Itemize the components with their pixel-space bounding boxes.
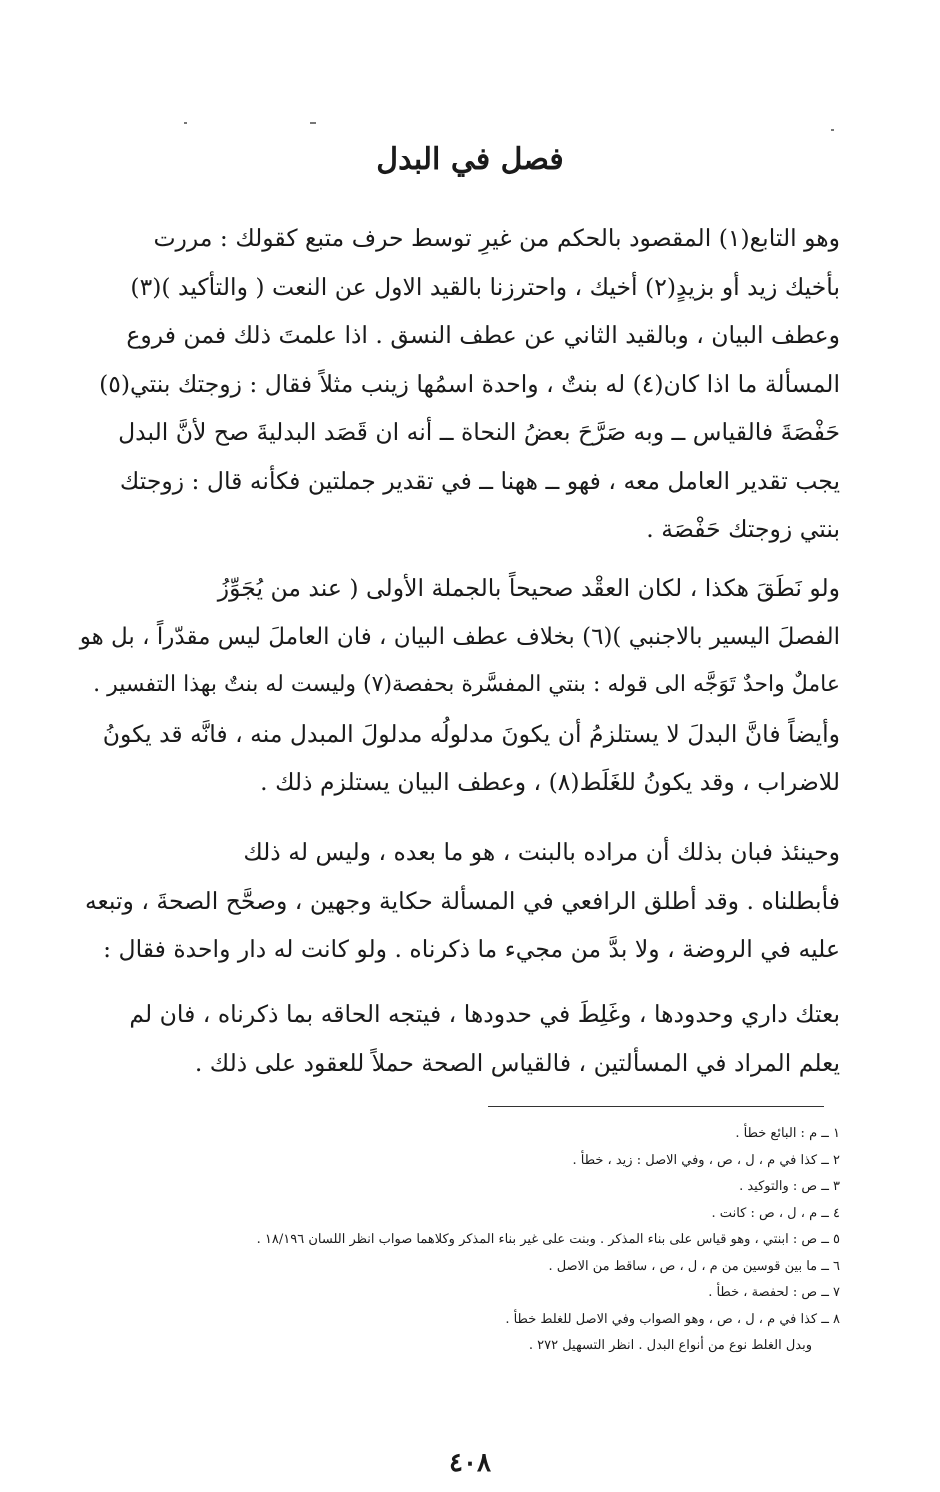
footnote-divider	[488, 1106, 824, 1107]
footnote: ٤ ــ م ، ل ، ص : كانت .	[711, 1205, 840, 1221]
footnote-continuation: وبدل الغلط نوع من أنواع البدل . انظر التسهيل ٢٧٢ .	[528, 1338, 812, 1353]
text-line: عاملٌ واحدٌ تَوَجَّه الى قوله : بنتي المفسَّرة بحفصة(٧) وليست له بنتٌ بهذا التفسير .	[93, 672, 840, 697]
text-line: وعطف البيان ، وبالقيد الثاني عن عطف النسق . اذا علمتَ ذلك فمن فروع	[126, 321, 840, 349]
footnote: ٦ ــ ما بين قوسين من م ، ل ، ص ، ساقط من الاصل .	[548, 1258, 840, 1274]
text-line: فأبطلناه . وقد أطلق الرافعي في المسألة حكاية وجهين ، وصحَّح الصحةَ ، وتبعه	[84, 886, 840, 915]
text-line: حَفْصَةَ فالقياس ــ وبه صَرَّحَ بعضُ النحاة ــ أنه ان قَصَد البدليةَ صح لأنَّ البدل	[118, 418, 840, 446]
text-line: عليه في الروضة ، ولا بدَّ من مجيء ما ذكرناه . ولو كانت له دار واحدة فقال :	[103, 935, 840, 963]
footnote: ٢ ــ كذا في م ، ل ، ص ، وفي الاصل : زيد ، خطأ .	[572, 1152, 840, 1168]
footnote: ٨ ــ كذا في م ، ل ، ص ، وهو الصواب وفي الاصل للغلط خطأ .	[505, 1311, 840, 1327]
chapter-title: فصل في البدل	[376, 142, 564, 177]
text-line: وهو التابع(١) المقصود بالحكم من غيرِ توسط حرف متبع كقولك : مررت	[153, 224, 840, 252]
text-line: ولو نَطَقَ هكذا ، لكان العقْد صحيحاً بالجملة الأولى ( عند من يُجَوِّزُ	[217, 574, 840, 602]
footnote: ١ ــ م : البائع خطأ .	[735, 1126, 840, 1141]
paragraph-4	[78, 990, 840, 1087]
text-line: وأيضاً فانَّ البدلَ لا يستلزمُ أن يكونَ مدلولُه مدلولَ المبدل منه ، فانَّه قد يكونُ	[102, 719, 840, 748]
footnote: ٥ ــ ص : ابنتي ، وهو قياس على بناء المذكر . وبنت على غير بناء المذكر وكلاهما صواب انظر اللسان ١٨/١٩٦ .	[256, 1232, 840, 1247]
text-line: المسألة ما اذا كان(٤) له بنتٌ ، واحدة اسمُها زينب مثلاً فقال : زوجتك بنتي(٥)	[99, 369, 840, 398]
text-line: وحينئذ فبان بذلك أن مراده بالبنت ، هو ما بعده ، وليس له ذلك	[243, 838, 840, 866]
paragraph-3	[78, 828, 840, 974]
scan-speck	[184, 122, 187, 124]
footnotes	[120, 1121, 840, 1360]
text-line: بأخيك زيد أو بزيدٍ(٢) أخيك ، واحترزنا بالقيد الاول عن النعت ( والتأكيد )(٣)	[130, 272, 840, 301]
footnote: ٧ ــ ص : لحفصة ، خطأ .	[708, 1285, 840, 1300]
page-number: ٤٠٨	[449, 1448, 491, 1478]
paragraph-1	[78, 214, 840, 554]
footnote: ٣ ــ ص : والتوكيد .	[739, 1179, 840, 1194]
text-line: يعلم المراد في المسألتين ، فالقياس الصحة حملاً للعقود على ذلك .	[194, 1048, 840, 1077]
paragraph-2	[78, 564, 840, 807]
text-line: بعتك داري وحدودها ، وغَلِطَ في حدودها ، فيتجه الحاقه بما ذكرناه ، فان لم	[129, 1000, 840, 1028]
text-line: الفصلَ اليسير بالاجنبي )(٦) بخلاف عطف البيان ، فان العاملَ ليس مقدّراً ، بل هو	[79, 623, 840, 650]
text-line: يجب تقدير العامل معه ، فهو ــ ههنا ــ في تقدير جملتين فكأنه قال : زوجتك	[119, 466, 840, 495]
scan-speck	[831, 129, 834, 131]
text-line: بنتي زوجتك حَفْصَة .	[646, 515, 840, 543]
scan-speck	[310, 122, 316, 124]
text-line: للاضراب ، وقد يكونُ للغَلَط(٨) ، وعطف البيان يستلزم ذلك .	[260, 768, 840, 796]
